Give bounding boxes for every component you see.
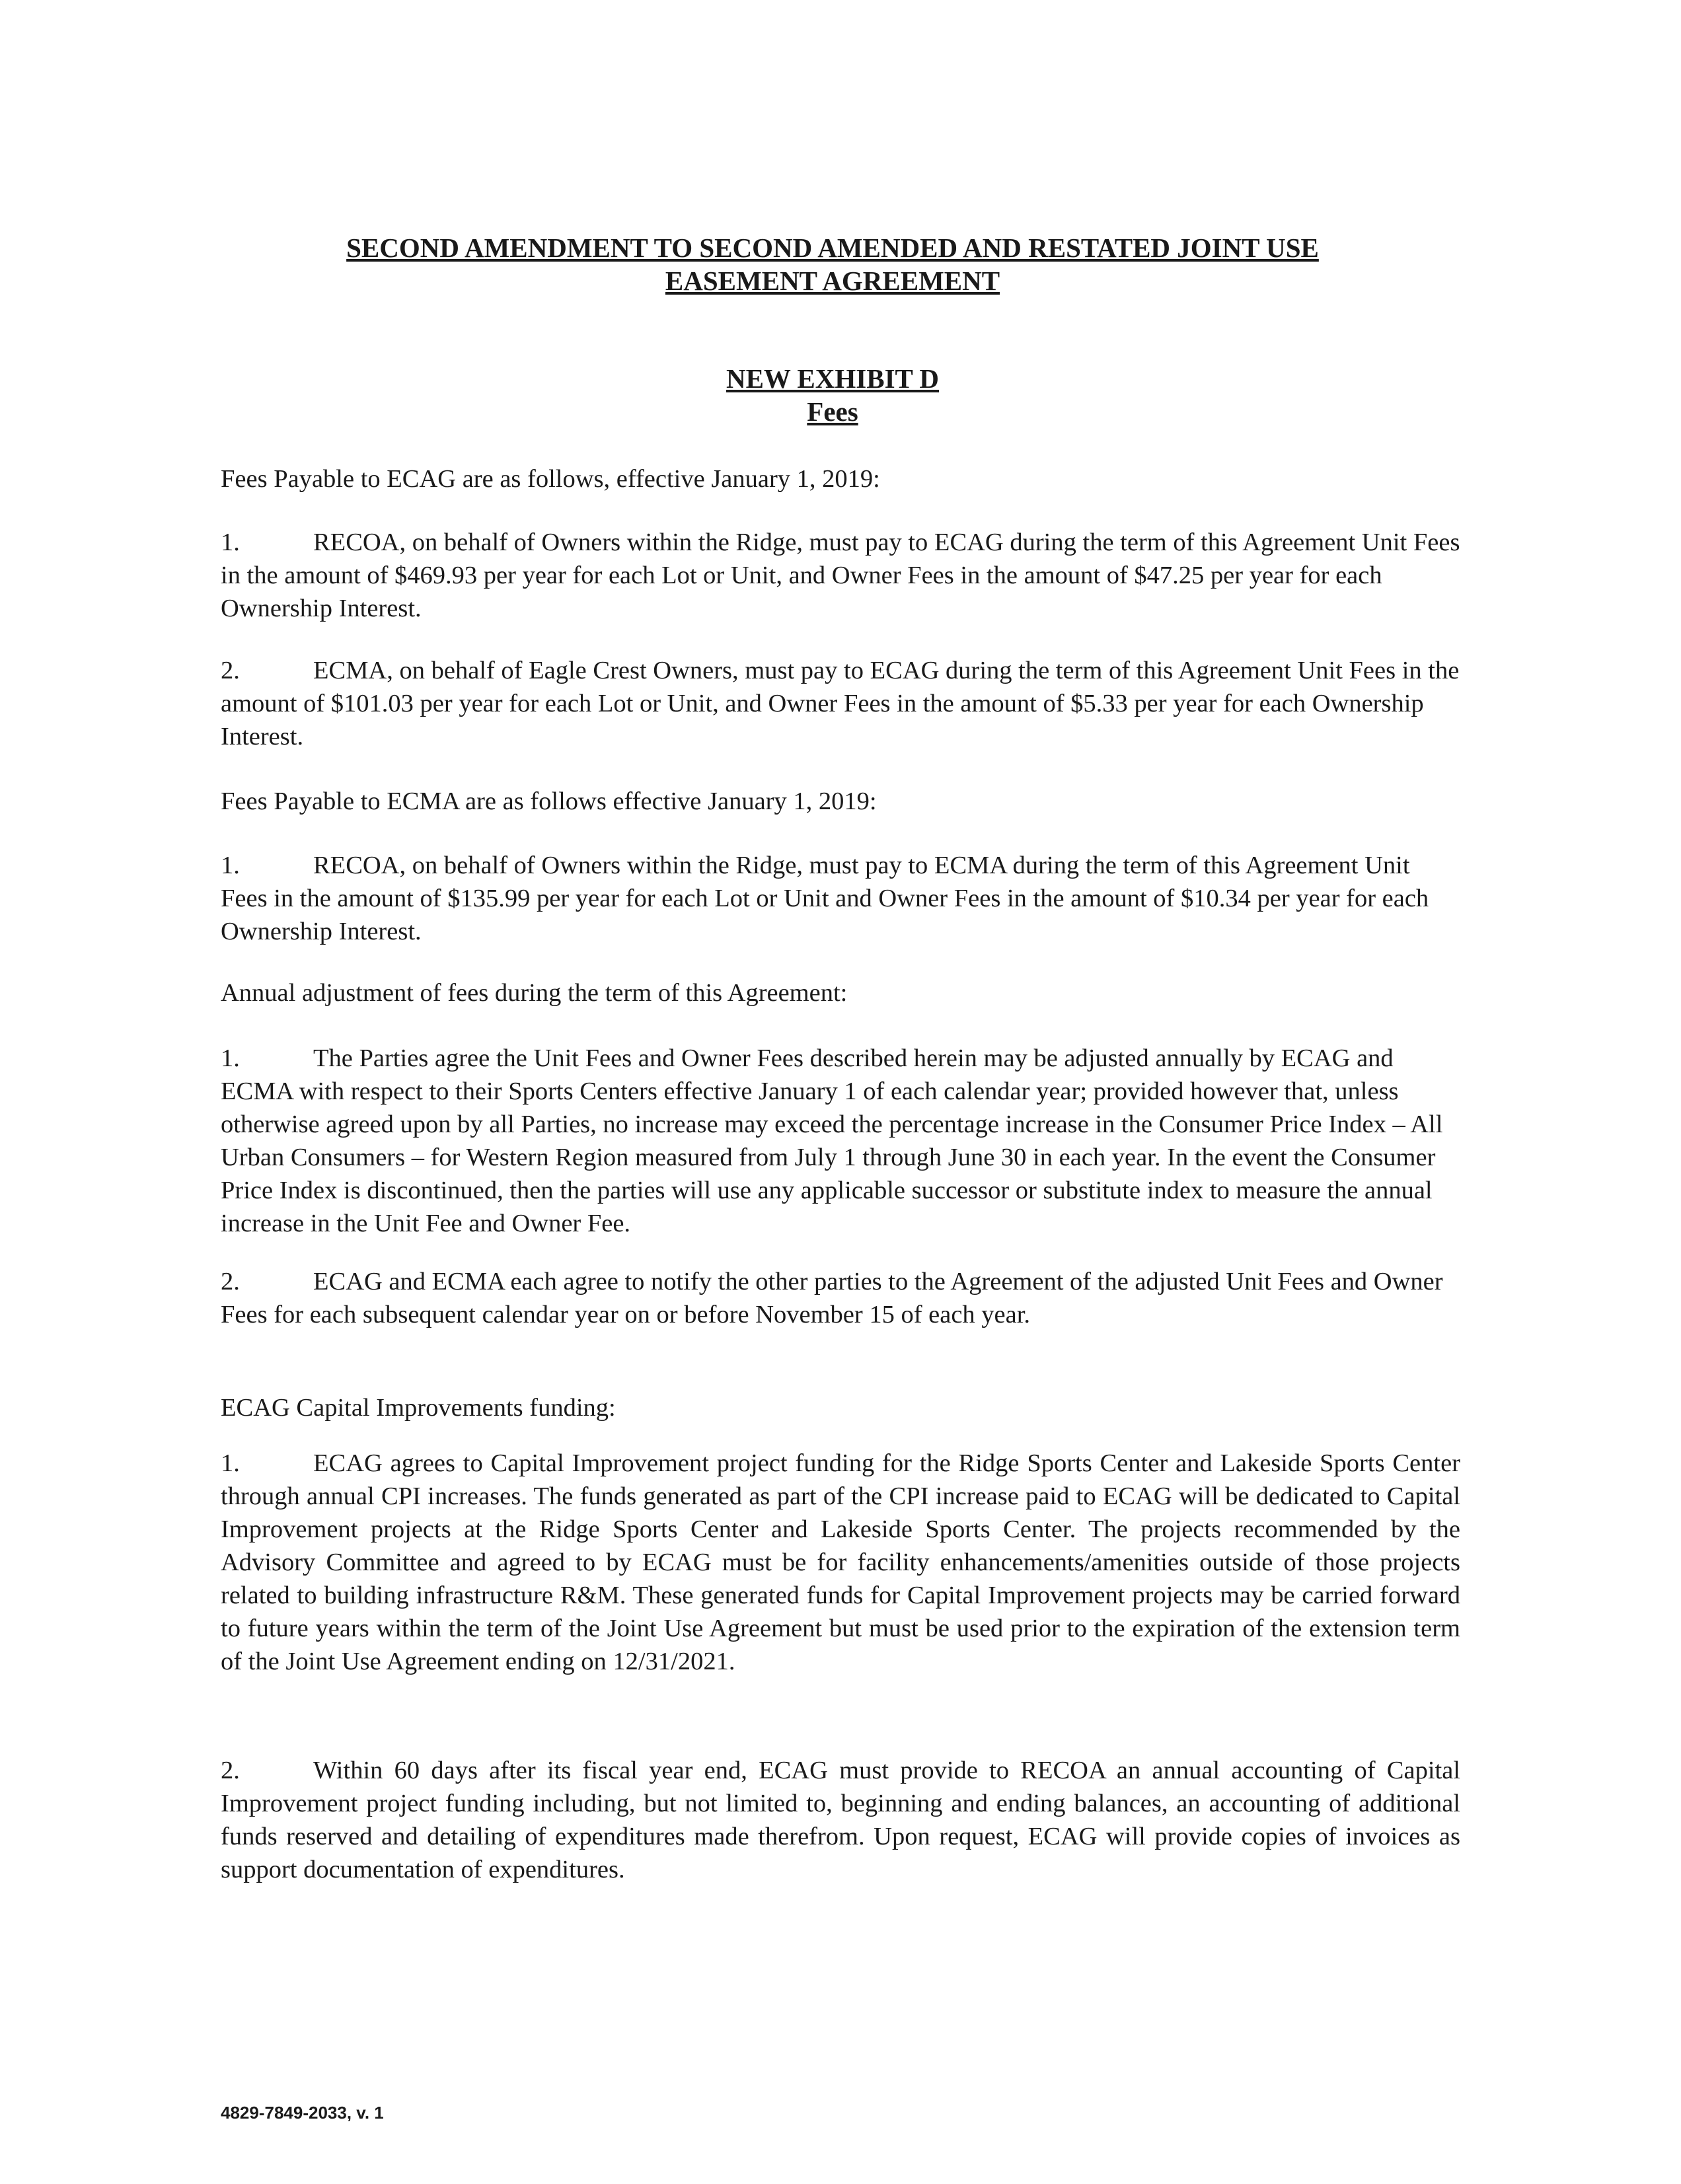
title-line-2: EASEMENT AGREEMENT: [665, 266, 1000, 296]
capital-improvements-item-2: [221, 1754, 1460, 1886]
exhibit-label: NEW EXHIBIT D: [726, 363, 940, 394]
item-text: ECMA, on behalf of Eagle Crest Owners, must pay to ECAG during the term of this Agreement Unit Fees in the amount of $101.03 per year for each Lot or Unit, and Owner Fees in the amount of $5.33 per year for each Ownership Interest.: [221, 657, 1460, 750]
capital-improvements-heading: ECAG Capital Improvements funding:: [221, 1394, 616, 1422]
item-text: ECAG and ECMA each agree to notify the other parties to the Agreement of the adjusted Unit Fees and Owner Fees for each subsequent calendar year on or before November 15 of each year.: [221, 1268, 1443, 1329]
ecma-fees-item-1: [221, 849, 1460, 948]
document-title: [211, 231, 1454, 297]
ecag-fees-item-1: [221, 526, 1460, 625]
item-text: The Parties agree the Unit Fees and Owner Fees described herein may be adjusted annually by ECAG and ECMA with respect to their Sports Centers effective January 1 of each calendar year; provided however that, unless otherwise agreed upon by all Parties, no increase may exceed the percentage increase in the Consumer Price Index – All Urban Consumers – for Western Region measured from July 1 through June 30 in each year. In the event the Consumer Price Index is discontinued, then the parties will use any applicable successor or substitute index to measure the annual increase in the Unit Fee and Owner Fee.: [221, 1044, 1443, 1237]
annual-adjustment-item-2: [221, 1265, 1460, 1331]
ecma-fees-heading: Fees Payable to ECMA are as follows effective January 1, 2019:: [221, 787, 877, 815]
item-number: 1.: [221, 1449, 240, 1477]
item-text: ECAG agrees to Capital Improvement project funding for the Ridge Sports Center and Lakeside Sports Center through annual CPI increases. The funds generated as part of the CPI increase paid to ECAG will be dedicated to Capital Improvement projects at the Ridge Sports Center and Lakeside Sports Center. The projects recommended by the Advisory Committee and agreed to by ECAG must be for facility enhancements/amenities outside of those projects related to building infrastructure R&M. These generated funds for Capital Improvement projects may be carried forward to future years within the term of the Joint Use Agreement but must be used prior to the expiration of the extension term of the Joint Use Agreement ending on 12/31/2021.: [221, 1449, 1460, 1675]
item-number: 1.: [221, 1044, 240, 1072]
document-id-footer: 4829-7849-2033, v. 1: [221, 2103, 384, 2123]
item-number: 1.: [221, 528, 240, 556]
item-number: 2.: [221, 1757, 240, 1784]
item-number: 2.: [221, 1268, 240, 1295]
item-number: 1.: [221, 852, 240, 879]
title-line-1: SECOND AMENDMENT TO SECOND AMENDED AND RESTATED JOINT USE: [346, 233, 1319, 263]
annual-adjustment-item-1: [221, 1042, 1460, 1240]
item-text: RECOA, on behalf of Owners within the Ridge, must pay to ECMA during the term of this Agreement Unit Fees in the amount of $135.99 per year for each Lot or Unit and Owner Fees in the amount of $10.34 per year for each Ownership Interest.: [221, 852, 1429, 945]
ecag-fees-item-2: [221, 654, 1460, 753]
item-text: Within 60 days after its fiscal year end, ECAG must provide to RECOA an annual accounting of Capital Improvement project funding including, but not limited to, beginning and ending balances, an accounting of additional funds reserved and detailing of expenditures made therefrom. Upon request, ECAG will provide copies of invoices as support documentation of expenditures.: [221, 1757, 1460, 1883]
exhibit-subtitle: Fees: [807, 396, 858, 427]
annual-adjustment-heading: Annual adjustment of fees during the term of this Agreement:: [221, 979, 848, 1007]
item-number: 2.: [221, 657, 240, 684]
exhibit-heading: [529, 362, 1137, 428]
item-text: RECOA, on behalf of Owners within the Ridge, must pay to ECAG during the term of this Agreement Unit Fees in the amount of $469.93 per year for each Lot or Unit, and Owner Fees in the amount of $47.25 per year for each Ownership Interest.: [221, 528, 1460, 622]
ecag-fees-heading: Fees Payable to ECAG are as follows, effective January 1, 2019:: [221, 465, 880, 493]
capital-improvements-item-1: [221, 1447, 1460, 1678]
